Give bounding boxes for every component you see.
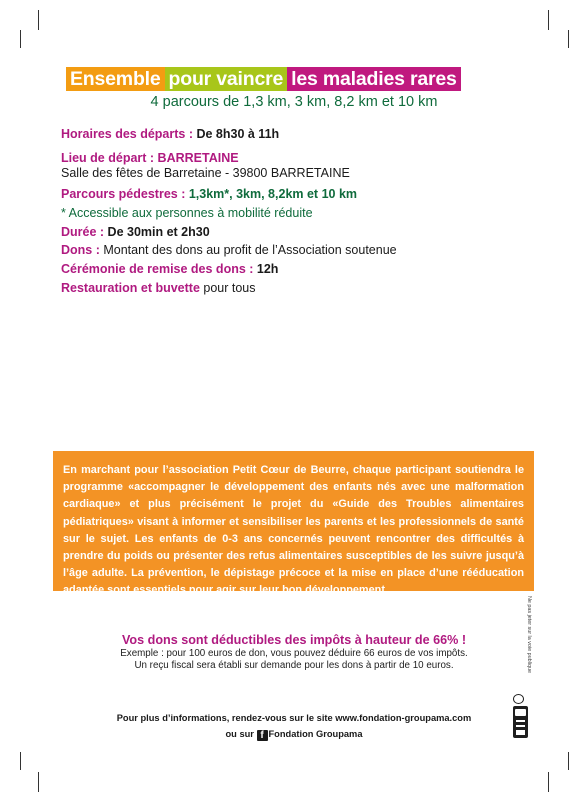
horaires-value: De 8h30 à 11h bbox=[196, 127, 280, 141]
title-part-maladies-rares: les maladies rares bbox=[287, 67, 461, 91]
association-info-text: En marchant pour l’association Petit Cœur de Beurre, chaque participant soutiendra le programme «accompagner le développement des enfants nés avec une malformation cardiaque» et plus précisément le projet du «Guide des Troubles alimentaires pédiatriques» visant à informer et sensibiliser les parents et les professionnels de santé sur le sujet. Les enfants de 0-3 ans concernés peuvent rencontrer des difficultés à prendre du poids ou présenter des refus alimentaires susceptibles de les suivre jusqu’à l’âge adulte. La prévention, le dépistage précoce et la mise en place d’une rééducation adaptée sont essentiels pour agir sur leur bon développement. bbox=[63, 464, 524, 597]
restauration-label: Restauration et buvette bbox=[61, 281, 200, 295]
footer-facebook-prefix: ou sur bbox=[225, 729, 257, 739]
parcours-label: Parcours pédestres : bbox=[61, 187, 189, 201]
title-part-pour-vaincre: pour vaincre bbox=[165, 67, 288, 91]
ceremonie-value: 12h bbox=[256, 262, 279, 276]
title-part-ensemble: Ensemble bbox=[66, 67, 165, 91]
crop-mark bbox=[548, 772, 549, 792]
crop-mark bbox=[20, 752, 21, 770]
footer-website-line: Pour plus d’informations, rendez-vous sur le site www.fondation-groupama.com bbox=[116, 713, 472, 723]
vertical-note-text: Ne pas jeter sur la voie publique bbox=[526, 596, 532, 674]
dons-value: Montant des dons au profit de l’Association soutenue bbox=[103, 243, 397, 257]
crop-mark bbox=[38, 10, 39, 30]
duree-line bbox=[61, 225, 210, 239]
parcours-line bbox=[61, 187, 357, 201]
recycle-logo-icon bbox=[513, 694, 524, 704]
dons-label: Dons : bbox=[61, 243, 104, 257]
restauration-line bbox=[61, 281, 256, 295]
tax-example-line: Exemple : pour 100 euros de don, vous pouvez déduire 66 euros de vos impôts. bbox=[120, 648, 468, 659]
duree-label: Durée : bbox=[61, 225, 108, 239]
ceremonie-line bbox=[61, 262, 278, 276]
lieu-label: Lieu de départ : BARRETAINE bbox=[61, 151, 239, 165]
facebook-icon: f bbox=[257, 730, 268, 741]
footer-facebook-line bbox=[0, 729, 588, 741]
accessibility-note: * Accessible aux personnes à mobilité réduite bbox=[61, 206, 313, 220]
ceremonie-label: Cérémonie de remise des dons : bbox=[61, 262, 257, 276]
crop-mark bbox=[38, 772, 39, 792]
duree-value: De 30min et 2h30 bbox=[107, 225, 210, 239]
horaires-label: Horaires des départs : bbox=[61, 127, 197, 141]
footer-facebook-name: Fondation Groupama bbox=[268, 729, 363, 739]
dons-line bbox=[61, 243, 397, 257]
restauration-value: pour tous bbox=[199, 281, 256, 295]
tax-receipt-line: Un reçu fiscal sera établi sur demande pour les dons à partir de 10 euros. bbox=[134, 660, 454, 671]
subtitle: 4 parcours de 1,3 km, 3 km, 8,2 km et 10 km bbox=[150, 94, 438, 110]
crop-mark bbox=[20, 30, 21, 48]
parcours-value: 1,3km*, 3km, 8,2km et 10 km bbox=[188, 187, 358, 201]
horaires-line bbox=[61, 127, 279, 141]
tax-deduction-title: Vos dons sont déductibles des impôts à hauteur de 66% ! bbox=[121, 633, 467, 647]
lieu-address: Salle des fêtes de Barretaine - 39800 BARRETAINE bbox=[61, 166, 350, 180]
crop-mark bbox=[568, 752, 569, 770]
association-info-box bbox=[53, 451, 534, 597]
triman-logo-icon bbox=[513, 706, 528, 738]
crop-mark bbox=[568, 30, 569, 48]
title-banner bbox=[66, 67, 461, 91]
crop-mark bbox=[548, 10, 549, 30]
